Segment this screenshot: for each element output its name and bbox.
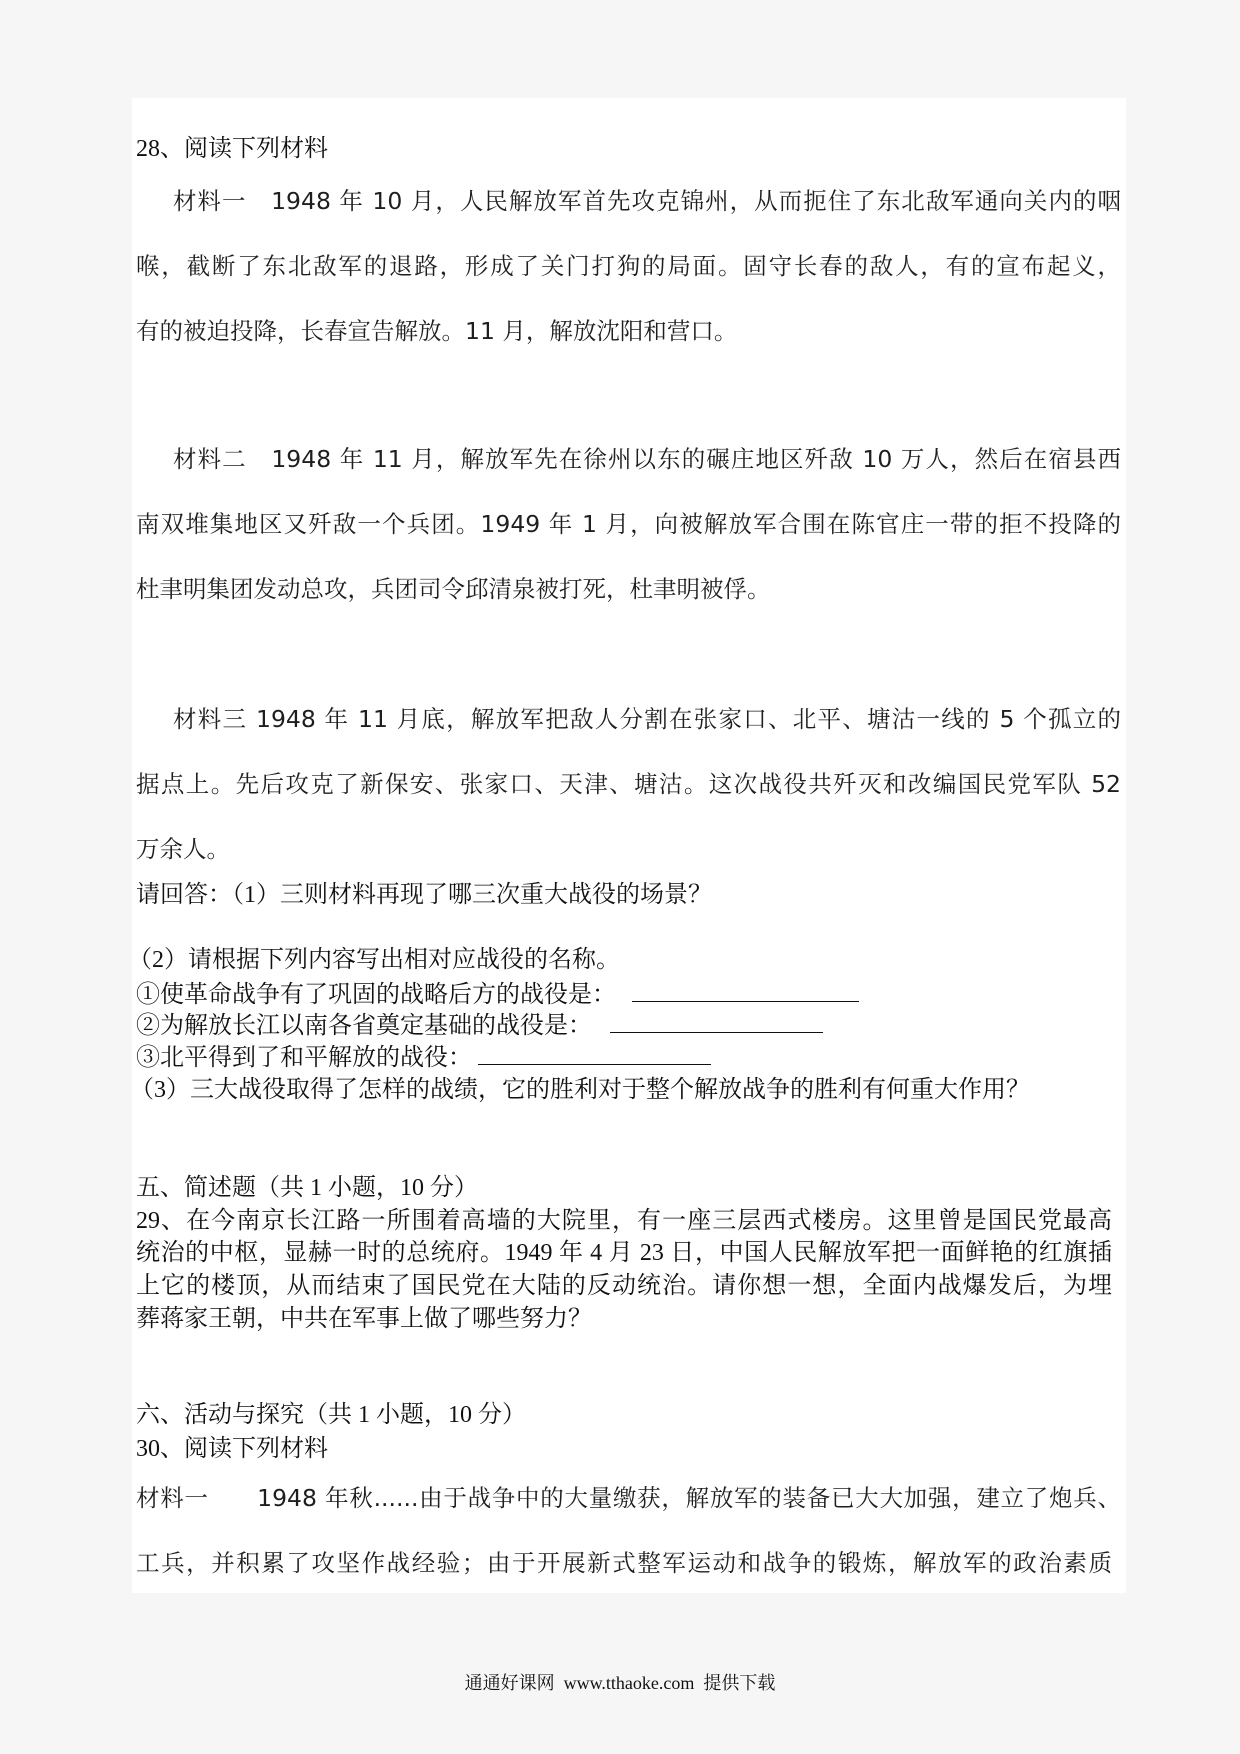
question-29-line: 葬蒋家王朝，中共在军事上做了哪些努力？ — [136, 1306, 592, 1332]
section-5-heading: 五、简述题（共 1 小题，10 分） — [136, 1175, 478, 1201]
question-28-title: 28、阅读下列材料 — [136, 136, 328, 162]
sub-question-3: （3）三大战役取得了怎样的战绩，它的胜利对于整个解放战争的胜利有何重大作用？ — [130, 1077, 1030, 1103]
answer-item-2-text: ②为解放长江以南各省奠定基础的战役是： — [136, 1013, 592, 1039]
answer-blank-line — [632, 981, 859, 1002]
q30-material-1-line: 工兵，并积累了攻坚作战经验；由于开展新式整军运动和战争的锻炼，解放军的政治素质 — [136, 1549, 1112, 1577]
material-2-line: 材料二 1948 年 11 月，解放军先在徐州以东的碾庄地区歼敌 10 万人，然后在宿县西 — [173, 445, 1121, 473]
answer-item-1 — [136, 979, 1121, 1011]
answer-item-1-text: ①使革命战争有了巩固的战略后方的战役是： — [136, 982, 616, 1008]
material-1-line: 喉，截断了东北敌军的退路，形成了关门打狗的局面。固守长春的敌人，有的宣布起义， — [136, 252, 1121, 280]
answer-item-3 — [136, 1042, 1121, 1074]
question-29-line: 统治的中枢，显赫一时的总统府。1949 年 4 月 23 日，中国人民解放军把一面鲜艳的红旗插 — [136, 1240, 1112, 1266]
page-footer: 通通好课网 www.tthaoke.com 提供下载 — [464, 1673, 776, 1693]
question-29-line: 上它的楼顶，从而结束了国民党在大陆的反动统治。请你想一想，全面内战爆发后，为埋 — [136, 1273, 1112, 1299]
section-6-heading: 六、活动与探究（共 1 小题，10 分） — [136, 1402, 526, 1428]
question-30-title: 30、阅读下列材料 — [136, 1436, 328, 1462]
material-1-line: 材料一 1948 年 10 月，人民解放军首先攻克锦州，从而扼住了东北敌军通向关内的咽 — [173, 187, 1121, 215]
material-3-line: 材料三 1948 年 11 月底，解放军把敌人分割在张家口、北平、塘沽一线的 5 个孤立的 — [173, 705, 1121, 733]
q30-material-1-line: 材料一 1948 年秋......由于战争中的大量缴获，解放军的装备已大大加强，建立了炮兵、 — [136, 1484, 1121, 1512]
material-1-line: 有的被迫投降，长春宣告解放。11 月，解放沈阳和营口。 — [136, 317, 738, 345]
material-2-line: 南双堆集地区又歼敌一个兵团。1949 年 1 月，向被解放军合围在陈官庄一带的拒不投降的 — [136, 510, 1121, 538]
material-2-line: 杜聿明集团发动总攻，兵团司令邱清泉被打死，杜聿明被俘。 — [136, 575, 771, 603]
question-29-line: 29、在今南京长江路一所围着高墙的大院里，有一座三层西式楼房。这里曾是国民党最高 — [136, 1208, 1112, 1234]
answer-item-3-text: ③北平得到了和平解放的战役： — [136, 1045, 472, 1071]
answer-blank-line — [610, 1012, 823, 1033]
sub-question-2: （2）请根据下列内容写出相对应战役的名称。 — [128, 947, 620, 973]
question-prompt: 请回答：（1）三则材料再现了哪三次重大战役的场景？ — [136, 882, 712, 908]
answer-item-2 — [136, 1010, 1121, 1042]
material-3-line: 万余人。 — [136, 835, 230, 863]
answer-blank-line — [478, 1044, 711, 1065]
material-3-line: 据点上。先后攻克了新保安、张家口、天津、塘沽。这次战役共歼灭和改编国民党军队 52 — [136, 770, 1121, 798]
